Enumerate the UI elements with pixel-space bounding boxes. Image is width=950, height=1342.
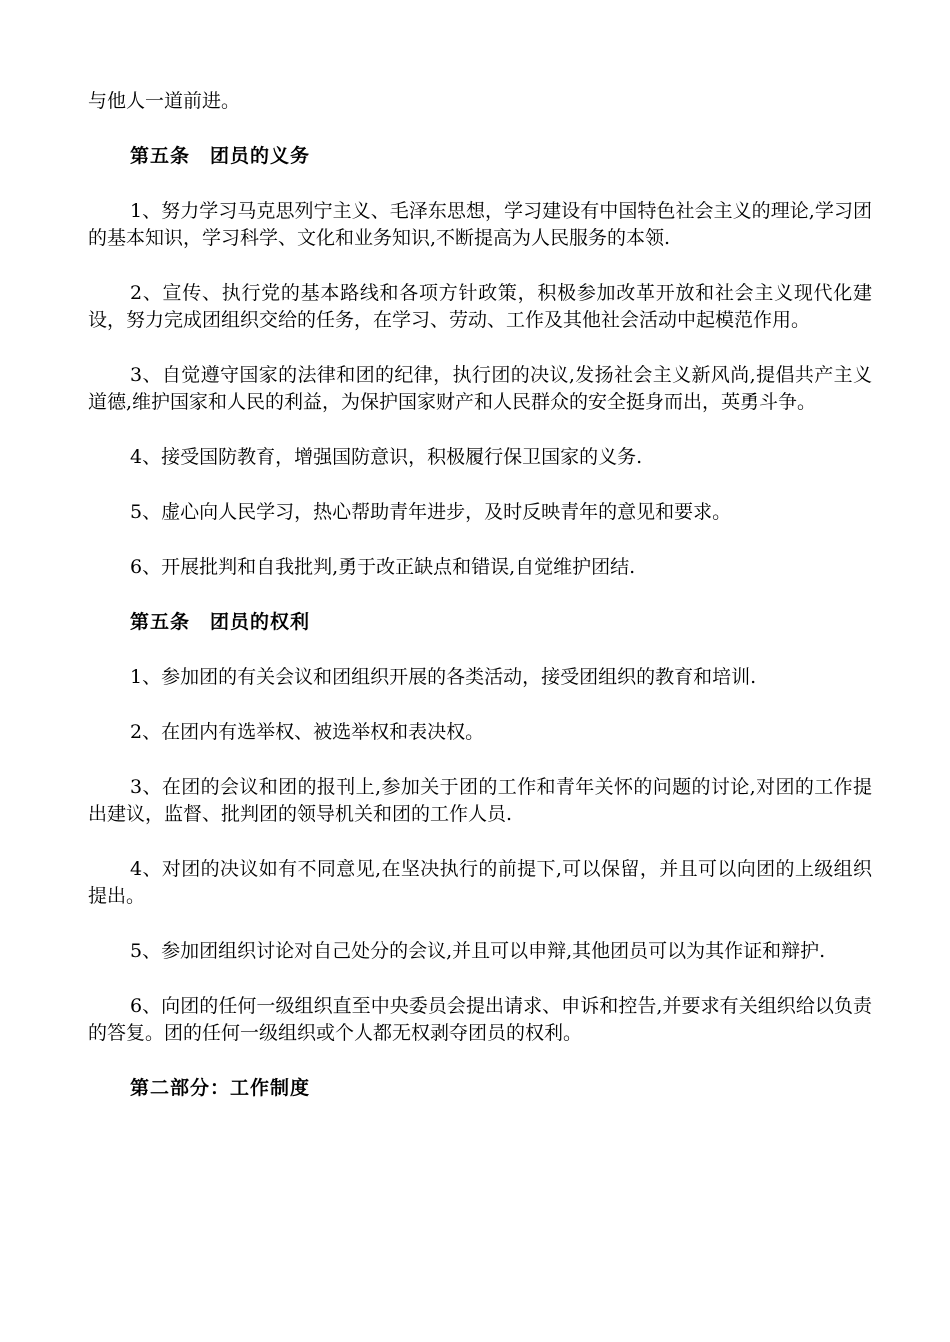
right-item-5: 5、参加团组织讨论对自己处分的会议,并且可以申辩,其他团员可以为其作证和辩护. bbox=[130, 940, 826, 962]
duties-heading: 第五条 团员的义务 bbox=[130, 145, 311, 167]
right-item-2: 2、在团内有选举权、被选举权和表决权。 bbox=[130, 721, 485, 743]
duty-item-6: 6、开展批判和自我批判,勇于改正缺点和错误,自觉维护团结. bbox=[130, 556, 636, 578]
duty-item-5: 5、虚心向人民学习，热心帮助青年进步，及时反映青年的意见和要求。 bbox=[130, 501, 732, 523]
rights-heading: 第五条 团员的权利 bbox=[130, 611, 311, 633]
duty-item-3: 3、自觉遵守国家的法律和团的纪律，执行团的决议,发扬社会主义新风尚,提倡共产主义道德,维护国家和人民的利益，为保护国家财产和人民群众的安全挺身而出，英勇斗争。 bbox=[88, 364, 872, 413]
duty-item-2: 2、宣传、执行党的基本路线和各项方针政策，积极参加改革开放和社会主义现代化建设，努力完成团组织交给的任务，在学习、劳动、工作及其他社会活动中起模范作用。 bbox=[88, 282, 872, 331]
right-item-4: 4、对团的决议如有不同意见,在坚决执行的前提下,可以保留，并且可以向团的上级组织提出。 bbox=[88, 858, 872, 907]
right-item-3: 3、在团的会议和团的报刊上,参加关于团的工作和青年关怀的问题的讨论,对团的工作提出建议，监督、批判团的领导机关和团的工作人员. bbox=[88, 776, 872, 825]
intro-fragment: 与他人一道前进。 bbox=[88, 90, 241, 112]
part-two-heading: 第二部分：工作制度 bbox=[130, 1077, 311, 1099]
right-item-1: 1、参加团的有关会议和团组织开展的各类活动，接受团组织的教育和培训. bbox=[130, 666, 757, 688]
document-page bbox=[88, 88, 872, 1102]
duty-item-4: 4、接受国防教育，增强国防意识，积极履行保卫国家的义务. bbox=[130, 446, 643, 468]
right-item-6: 6、向团的任何一级组织直至中央委员会提出请求、申诉和控告,并要求有关组织给以负责的答复。团的任何一级组织或个人都无权剥夺团员的权利。 bbox=[88, 995, 872, 1044]
duty-item-1: 1、努力学习马克思列宁主义、毛泽东思想，学习建设有中国特色社会主义的理论,学习团的基本知识，学习科学、文化和业务知识,不断提高为人民服务的本领. bbox=[88, 200, 872, 249]
